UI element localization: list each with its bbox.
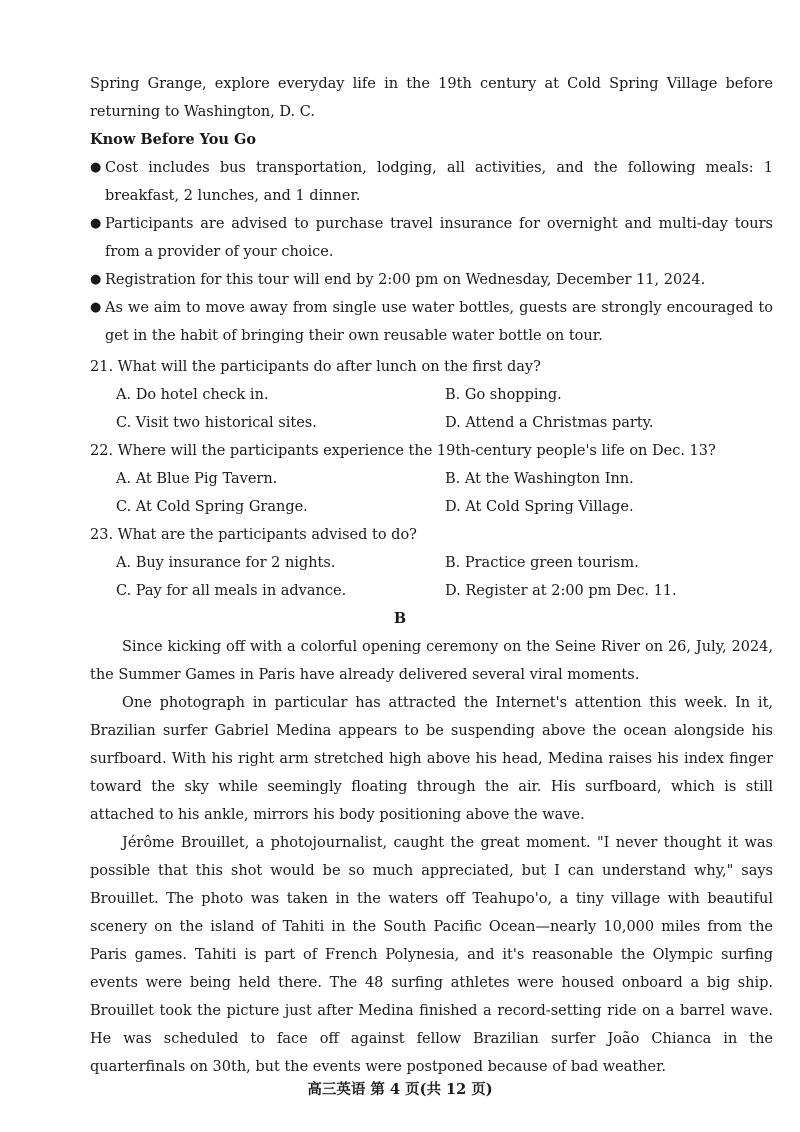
passage-paragraph: One photograph in particular has attracted the Internet's attention this week. In it, Brazilian surfer Gabriel Medina appears to be suspending above the ocean alongside his surfboard. With his right arm stretched high above his head, Medina raises his index finger toward the sky while seemingly floating through the air. His surfboard, which is still attached to his ankle, mirrors his body positioning above the wave. (90, 695, 773, 823)
bullet-item (90, 266, 773, 294)
bullet-dot-icon: ● (90, 272, 102, 287)
page-footer: 高三英语 第 4 页(共 12 页) (307, 1081, 493, 1098)
question-22-stem: 22. Where will the participants experience the 19th-century people's life on Dec. 13? (90, 443, 716, 459)
q23-option-c: C. Pay for all meals in advance. (116, 583, 347, 599)
bullet-item (90, 210, 773, 266)
q22-option-c: C. At Cold Spring Grange. (116, 499, 308, 515)
bullet-text: As we aim to move away from single use water bottles, guests are strongly encouraged to get in the habit of bringing their own reusable water bottle on tour. (105, 300, 773, 344)
q22-option-a: A. At Blue Pig Tavern. (116, 471, 278, 487)
bullet-dot-icon: ● (90, 216, 102, 231)
q22-option-b: B. At the Washington Inn. (445, 471, 634, 487)
q23-option-d: D. Register at 2:00 pm Dec. 11. (445, 583, 677, 599)
section-b-label: B (393, 610, 407, 627)
question-23-stem: 23. What are the participants advised to do? (90, 527, 417, 543)
bullet-item (90, 154, 773, 210)
bullet-dot-icon: ● (90, 160, 102, 175)
intro-continuation: Spring Grange, explore everyday life in the 19th century at Cold Spring Village before returning to Washington, D. C. (90, 76, 773, 120)
bullet-text: Registration for this tour will end by 2:00 pm on Wednesday, December 11, 2024. (105, 272, 706, 288)
q23-option-a: A. Buy insurance for 2 nights. (116, 555, 336, 571)
q21-option-a: A. Do hotel check in. (116, 387, 269, 403)
question-21-stem: 21. What will the participants do after lunch on the first day? (90, 359, 541, 375)
bullet-dot-icon: ● (90, 300, 102, 315)
passage-paragraph: Jérôme Brouillet, a photojournalist, caught the great moment. "I never thought it was possible that this shot would be so much appreciated, but I can understand why," says Brouillet. The photo was taken in the waters off Teahupo'o, a tiny village with beautiful scenery on the island of Tahiti in the South Pacific Ocean—nearly 10,000 miles from the Paris games. Tahiti is part of French Polynesia, and it's reasonable the Olympic surfing events were being held there. The 48 surfing athletes were housed onboard a big ship. Brouillet took the picture just after Medina finished a record-setting ride on a barrel wave. He was scheduled to face off against fellow Brazilian surfer João Chianca in the quarterfinals on 30th, but the events were postponed because of bad weather. (90, 835, 773, 1075)
know-before-heading: Know Before You Go (90, 131, 257, 148)
passage-paragraph: Since kicking off with a colorful opening ceremony on the Seine River on 26, July, 2024, the Summer Games in Paris have already delivered several viral moments. (90, 639, 773, 683)
passage-b (90, 633, 773, 1081)
q22-option-d: D. At Cold Spring Village. (445, 499, 634, 515)
q21-option-c: C. Visit two historical sites. (116, 415, 317, 431)
bullet-text: Participants are advised to purchase travel insurance for overnight and multi-day tours from a provider of your choice. (105, 216, 773, 260)
bullet-text: Cost includes bus transportation, lodging, all activities, and the following meals: 1 breakfast, 2 lunches, and 1 dinner. (105, 160, 773, 204)
q21-option-d: D. Attend a Christmas party. (445, 415, 654, 431)
bullet-list (90, 154, 773, 350)
bullet-item (90, 294, 773, 350)
q23-option-b: B. Practice green tourism. (445, 555, 639, 571)
q21-option-b: B. Go shopping. (445, 387, 562, 403)
